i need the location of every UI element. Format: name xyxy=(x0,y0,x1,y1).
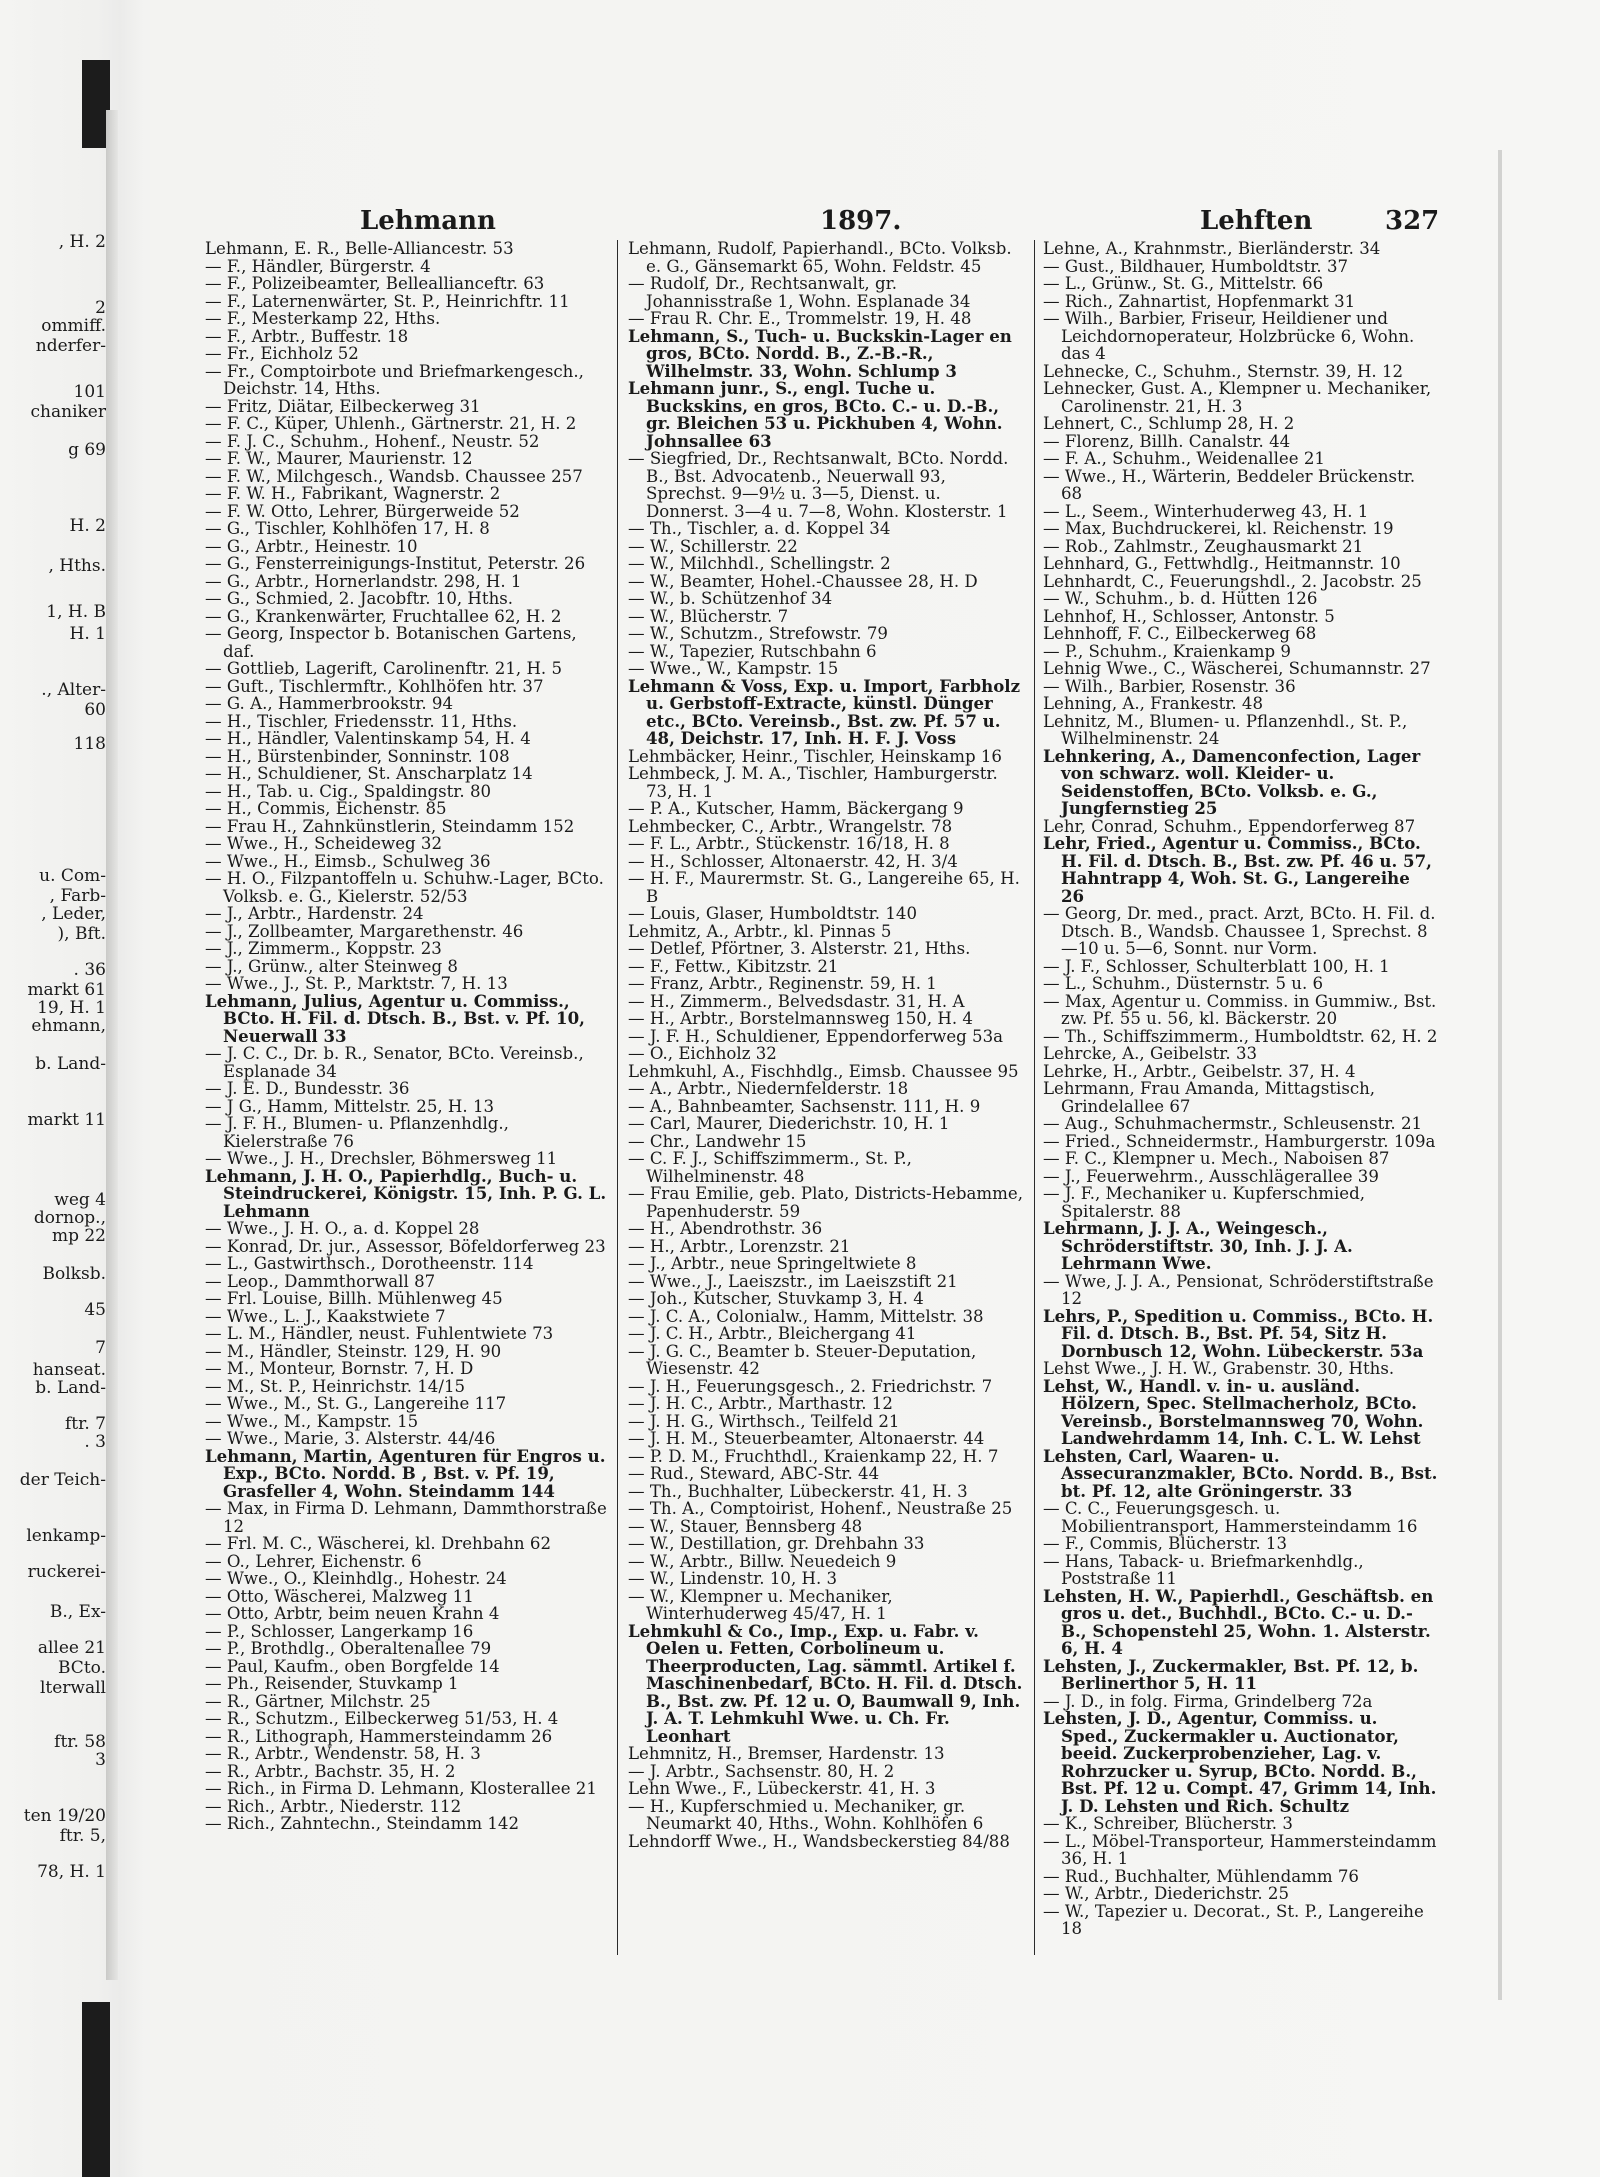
left-page-text: . 3 xyxy=(84,1432,106,1452)
directory-entry: — J. Arbtr., Sachsenstr. 80, H. 2 xyxy=(628,1761,895,1781)
left-page-text: markt 61 xyxy=(27,980,106,1000)
directory-entry: Lehr, Conrad, Schuhm., Eppendorferweg 87 xyxy=(1043,816,1416,836)
directory-entry: — Wwe., J., Laeiszstr., im Laeiszstift 21 xyxy=(628,1271,958,1291)
left-page-text: allee 21 xyxy=(37,1638,106,1658)
left-page-text: ehmann, xyxy=(31,1016,106,1036)
directory-entry: — J., Arbtr., Hardenstr. 24 xyxy=(205,904,424,923)
directory-entry: — J. F., Mechaniker u. Kupferschmied, Spitalerstr. 88 xyxy=(1043,1184,1366,1221)
directory-entry: — J. H. M., Steuerbeamter, Altonaerstr. 44 xyxy=(628,1429,985,1448)
directory-entry: — F., Mesterkamp 22, Hths. xyxy=(205,309,441,328)
directory-entry: — Rudolf, Dr., Rechtsanwalt, gr. Johannisstraße 1, Wohn. Esplanade 34 xyxy=(628,274,971,311)
directory-entry: — Rich., in Firma D. Lehmann, Klosterallee 21 xyxy=(205,1779,597,1798)
directory-entry: Lehnig Wwe., C., Wäscherei, Schumannstr. 27 xyxy=(1043,659,1431,678)
book-gutter xyxy=(106,110,118,1980)
directory-entry: — Guft., Tischlermftr., Kohlhöfen htr. 37 xyxy=(205,676,544,696)
left-page-text: dornop., xyxy=(33,1208,106,1228)
directory-entry: — L., Möbel-Transporteur, Hammersteindamm 36, H. 1 xyxy=(1043,1831,1437,1868)
directory-entry: — Fried., Schneidermstr., Hamburgerstr. 109a xyxy=(1043,1131,1436,1151)
directory-entry: Lehst Wwe., J. H. W., Grabenstr. 30, Hths. xyxy=(1043,1359,1395,1378)
left-page-text: BCto. xyxy=(58,1658,106,1678)
directory-entry: — J., Feuerwehrm., Ausschlägerallee 39 xyxy=(1043,1166,1379,1186)
directory-entry: Lehrcke, A., Geibelstr. 33 xyxy=(1043,1044,1258,1063)
directory-entry: — H., Commis, Eichenstr. 85 xyxy=(205,799,447,818)
left-page-text: ten 19/20 xyxy=(23,1806,106,1826)
directory-entry: — F. J. C., Schuhm., Hohenf., Neustr. 52 xyxy=(205,431,540,451)
directory-entry: — Otto, Wäscherei, Malzweg 11 xyxy=(205,1586,474,1606)
left-page-text: ruckerei- xyxy=(27,1562,106,1582)
directory-entry: — Rich., Zahntechn., Steindamm 142 xyxy=(205,1814,520,1833)
directory-entry: — J., Arbtr., neue Springeltwiete 8 xyxy=(628,1254,917,1273)
directory-entry: — G., Fensterreinigungs-Institut, Peterstr. 26 xyxy=(205,554,586,573)
directory-entry: — Franz, Arbtr., Reginenstr. 59, H. 1 xyxy=(628,974,937,993)
directory-entry: — F., Commis, Blücherstr. 13 xyxy=(1043,1534,1288,1553)
directory-column-3 xyxy=(1043,240,1438,1938)
left-page-text: . 36 xyxy=(73,960,106,980)
left-page-text: 7 xyxy=(95,1338,106,1358)
left-page-text: ommiff. xyxy=(41,316,106,336)
directory-entry: Lehnecker, Gust. A., Klempner u. Mechaniker, Carolinenstr. 21, H. 3 xyxy=(1043,379,1432,416)
directory-entry: Lehmnitz, H., Bremser, Hardenstr. 13 xyxy=(628,1744,945,1763)
directory-entry: — W., Schillerstr. 22 xyxy=(628,536,798,556)
directory-column-1 xyxy=(205,240,607,1833)
left-page-text: 118 xyxy=(73,734,106,754)
directory-entry: — Wwe., L. J., Kaakstwiete 7 xyxy=(205,1306,446,1326)
directory-entry: — H., Tab. u. Cig., Spaldingstr. 80 xyxy=(205,781,492,801)
left-page-text: b. Land- xyxy=(35,1378,106,1398)
left-page-text: ftr. 58 xyxy=(54,1732,106,1752)
directory-entry: — F., Laternenwärter, St. P., Heinrichftr. 11 xyxy=(205,291,570,311)
directory-entry: — J. G. C., Beamter b. Steuer-Deputation, Wiesenstr. 42 xyxy=(628,1341,977,1378)
directory-entry: — Fritz, Diätar, Eilbeckerweg 31 xyxy=(205,396,481,416)
directory-entry: — Max, Buchdruckerei, kl. Reichenstr. 19 xyxy=(1043,519,1394,538)
directory-entry: — Chr., Landwehr 15 xyxy=(628,1131,807,1151)
directory-entry: — W., Schutzm., Strefowstr. 79 xyxy=(628,624,888,643)
directory-entry: — L., Seem., Winterhuderweg 43, H. 1 xyxy=(1043,501,1369,521)
directory-entry: Lehnhardt, C., Feuerungshdl., 2. Jacobstr. 25 xyxy=(1043,571,1422,591)
directory-entry: — J. F. H., Blumen- u. Pflanzenhdlg., Kielerstraße 76 xyxy=(205,1114,509,1151)
directory-entry: — G., Schmied, 2. Jacobftr. 10, Hths. xyxy=(205,589,514,608)
directory-entry: — Wwe., H., Wärterin, Beddeler Brückenstr. 68 xyxy=(1043,466,1416,503)
directory-entry: — M., St. P., Heinrichstr. 14/15 xyxy=(205,1376,466,1396)
directory-entry: — J., Zimmerm., Koppstr. 23 xyxy=(205,939,442,958)
directory-entry-firm: Lehr, Fried., Agentur u. Commiss., BCto. H. Fil. d. Dtsch. B., Bst. zw. Pf. 46 u. 57, Hahntrapp 4, Woh. St. G., Langereihe 26 xyxy=(1043,833,1432,906)
directory-entry-firm: Lehmann, Martin, Agenturen für Engros u. Exp., BCto. Nordd. B , Bst. v. Pf. 19, Grasfeller 4, Wohn. Steindamm 144 xyxy=(205,1445,606,1501)
directory-entry: — Hans, Taback- u. Briefmarkenhdlg., Poststraße 11 xyxy=(1043,1551,1364,1588)
directory-entry: — Paul, Kaufm., oben Borgfelde 14 xyxy=(205,1656,500,1676)
directory-entry: Lehning, A., Frankestr. 48 xyxy=(1043,694,1264,713)
column-rule xyxy=(617,240,618,1955)
directory-entry: Lehmann, Rudolf, Papierhandl., BCto. Volksb. e. G., Gänsemarkt 65, Wohn. Feldstr. 45 xyxy=(628,239,1012,276)
directory-entry: — F. C., Küper, Uhlenh., Gärtnerstr. 21, H. 2 xyxy=(205,414,577,433)
directory-entry: — Konrad, Dr. jur., Assessor, Böfeldorferweg 23 xyxy=(205,1236,606,1256)
directory-entry: — Th. A., Comptoirist, Hohenf., Neustraße 25 xyxy=(628,1499,1013,1518)
directory-entry: — Louis, Glaser, Humboldtstr. 140 xyxy=(628,904,918,923)
directory-entry: — Wwe, J. J. A., Pensionat, Schröderstiftstraße 12 xyxy=(1043,1271,1434,1308)
directory-entry: — F., Arbtr., Buffestr. 18 xyxy=(205,326,409,346)
directory-entry: Lehrmann, Frau Amanda, Mittagstisch, Grindelallee 67 xyxy=(1043,1079,1376,1116)
directory-entry: — P., Schlosser, Langerkamp 16 xyxy=(205,1621,474,1641)
left-page-text: mp 22 xyxy=(51,1226,106,1246)
directory-entry: — Th., Tischler, a. d. Koppel 34 xyxy=(628,519,891,538)
left-page-text: chaniker xyxy=(30,402,106,422)
left-page-text: B., Ex- xyxy=(49,1602,106,1622)
directory-entry: — Wwe., J., St. P., Marktstr. 7, H. 13 xyxy=(205,974,508,993)
directory-entry: — Florenz, Billh. Canalstr. 44 xyxy=(1043,431,1291,451)
directory-entry: — W., Beamter, Hohel.-Chaussee 28, H. D xyxy=(628,571,978,591)
directory-entry: — H., Tischler, Friedensstr. 11, Hths. xyxy=(205,711,518,731)
directory-entry: — Rud., Steward, ABC-Str. 44 xyxy=(628,1464,880,1483)
left-page-text: 60 xyxy=(84,700,106,720)
directory-entry: — Georg, Dr. med., pract. Arzt, BCto. H. Fil. d. Dtsch. B., Wandsb. Chaussee 1, Sprechst. 8—10 u. 5—6, Sonnt. nur Vorm. xyxy=(1043,904,1436,958)
left-page-text: 2 xyxy=(95,298,106,318)
directory-entry: — H., Schuldiener, St. Anscharplatz 14 xyxy=(205,764,533,783)
directory-entry: — O., Lehrer, Eichenstr. 6 xyxy=(205,1551,422,1571)
directory-entry: — C. C., Feuerungsgesch. u. Mobilientransport, Hammersteindamm 16 xyxy=(1043,1499,1418,1536)
directory-entry: Lehmbäcker, Heinr., Tischler, Heinskamp 16 xyxy=(628,746,1002,766)
directory-entry: — Wwe., O., Kleinhdlg., Hohestr. 24 xyxy=(205,1569,507,1588)
directory-entry: — P. D. M., Fruchthdl., Kraienkamp 22, H. 7 xyxy=(628,1446,999,1466)
directory-column-2 xyxy=(628,240,1026,1850)
directory-entry: — Frl. Louise, Billh. Mühlenweg 45 xyxy=(205,1289,503,1308)
directory-entry: Lehndorff Wwe., H., Wandsbeckerstieg 84/88 xyxy=(628,1831,1010,1851)
directory-entry: — Wwe., H., Scheideweg 32 xyxy=(205,834,443,853)
directory-entry: — Fr., Comptoirbote und Briefmarkengesch., Deichstr. 14, Hths. xyxy=(205,361,584,398)
directory-entry: — J. H., Feuerungsgesch., 2. Friedrichstr. 7 xyxy=(628,1376,993,1396)
directory-entry-firm: Lehst, W., Handl. v. in- u. ausländ. Hölzern, Spec. Stellmacherholz, BCto. Vereinsb., Borstelmannsweg 70, Wohn. Landwehrdamm 14, Inh. C. L. W. Lehst xyxy=(1043,1375,1424,1448)
directory-entry: — F. W. Otto, Lehrer, Bürgerweide 52 xyxy=(205,501,520,521)
directory-entry: — Aug., Schuhmachermstr., Schleusenstr. 21 xyxy=(1043,1114,1423,1133)
directory-entry: — Fr., Eichholz 52 xyxy=(205,344,359,363)
directory-entry-firm: Lehmkuhl & Co., Imp., Exp. u. Fabr. v. Oelen u. Fetten, Corbolineum u. Theerproducten, Lag. sämmtl. Artikel f. Maschinenbedarf, BCto. H. Fil. d. Dtsch. B., Bst. zw. Pf. 12 u. O, Baumwall 9, Inh. J. A. T. Lehmkuhl Wwe. u. Ch. Fr. Leonhart xyxy=(628,1620,1023,1746)
directory-entry: — G., Arbtr., Hornerlandstr. 298, H. 1 xyxy=(205,571,522,591)
directory-entry: — F., Fettw., Kibitzstr. 21 xyxy=(628,956,839,976)
left-page-text: lenkamp- xyxy=(26,1526,106,1546)
directory-entry: — H., Bürstenbinder, Sonninstr. 108 xyxy=(205,746,510,766)
directory-entry: — J. C. C., Dr. b. R., Senator, BCto. Vereinsb., Esplanade 34 xyxy=(205,1044,584,1081)
directory-entry: — H., Händler, Valentinskamp 54, H. 4 xyxy=(205,729,531,748)
directory-entry: — Leop., Dammthorwall 87 xyxy=(205,1271,436,1291)
directory-entry: — F. L., Arbtr., Stückenstr. 16/18, H. 8 xyxy=(628,834,950,853)
left-page-text: ftr. 7 xyxy=(64,1414,106,1434)
directory-entry: — Th., Buchhalter, Lübeckerstr. 41, H. 3 xyxy=(628,1481,968,1501)
directory-entry: — Wwe., M., Kampstr. 15 xyxy=(205,1411,419,1431)
directory-entry: — Th., Schiffszimmerm., Humboldtstr. 62, H. 2 xyxy=(1043,1026,1438,1046)
directory-entry-firm: Lehmann & Voss, Exp. u. Import, Farbholz u. Gerbstoff-Extracte, künstl. Dünger etc., BCto. Vereinsb., Bst. zw. Pf. 57 u. 48, Deichstr. 17, Inh. H. F. J. Voss xyxy=(628,675,1021,748)
directory-entry: — R., Gärtner, Milchstr. 25 xyxy=(205,1691,431,1711)
directory-entry: Lehrke, H., Arbtr., Geibelstr. 37, H. 4 xyxy=(1043,1061,1356,1081)
directory-entry: — W., Destillation, gr. Drehbahn 33 xyxy=(628,1534,925,1553)
directory-entry: — Rich., Zahnartist, Hopfenmarkt 31 xyxy=(1043,291,1356,311)
binding-clip-bottom xyxy=(82,2002,110,2177)
left-page-fragment xyxy=(0,150,106,1910)
directory-entry: — Wwe., J. H. O., a. d. Koppel 28 xyxy=(205,1219,480,1238)
directory-entry: — W., Klempner u. Mechaniker, Winterhuderweg 45/47, H. 1 xyxy=(628,1586,893,1623)
directory-entry: — W., Tapezier, Rutschbahn 6 xyxy=(628,641,877,661)
directory-entry: — J., Grünw., alter Steinweg 8 xyxy=(205,956,458,976)
directory-entry: — H., Zimmerm., Belvedsdastr. 31, H. A xyxy=(628,991,965,1011)
directory-entry: — J. F. H., Schuldiener, Eppendorferweg 53a xyxy=(628,1026,1004,1046)
directory-entry: — J. F., Schlosser, Schulterblatt 100, H. 1 xyxy=(1043,956,1390,976)
directory-entry: Lehn Wwe., F., Lübeckerstr. 41, H. 3 xyxy=(628,1779,936,1798)
directory-entry: Lehnhoff, F. C., Eilbeckerweg 68 xyxy=(1043,624,1317,643)
directory-entry: Lehnert, C., Schlump 28, H. 2 xyxy=(1043,414,1295,433)
directory-entry: — Rich., Arbtr., Niederstr. 112 xyxy=(205,1796,462,1816)
directory-entry-firm: Lehsten, H. W., Papierhdl., Geschäftsb. en gros u. det., Buchhdl., BCto. C.- u. D.-B., Schopenstehl 25, Wohn. 1. Alsterstr. 6, H. 4 xyxy=(1043,1585,1434,1658)
left-page-text: , H. 2 xyxy=(58,232,106,252)
left-page-text: 45 xyxy=(84,1300,106,1320)
directory-entry: — Gottlieb, Lagerift, Carolinenftr. 21, H. 5 xyxy=(205,659,563,678)
directory-entry: — J. H. C., Arbtr., Marthastr. 12 xyxy=(628,1394,893,1413)
directory-entry: — H., Kupferschmied u. Mechaniker, gr. Neumarkt 40, Hths., Wohn. Kohlhöfen 6 xyxy=(628,1796,984,1833)
directory-entry: — F. W., Maurer, Maurienstr. 12 xyxy=(205,449,473,468)
left-page-text: ), Bft. xyxy=(57,924,106,944)
directory-entry: — M., Monteur, Bornstr. 7, H. D xyxy=(205,1359,474,1378)
directory-entry: — Max, in Firma D. Lehmann, Dammthorstraße 12 xyxy=(205,1499,607,1536)
directory-entry: — Georg, Inspector b. Botanischen Gartens, daf. xyxy=(205,624,577,661)
directory-entry: — J. D., in folg. Firma, Grindelberg 72a xyxy=(1043,1691,1373,1711)
directory-entry: — R., Arbtr., Wendenstr. 58, H. 3 xyxy=(205,1744,481,1763)
directory-entry: — J G., Hamm, Mittelstr. 25, H. 13 xyxy=(205,1096,495,1116)
directory-entry: — A., Arbtr., Niedernfelderstr. 18 xyxy=(628,1079,909,1098)
directory-entry: Lehnitz, M., Blumen- u. Pflanzenhdl., St. P., Wilhelminenstr. 24 xyxy=(1043,711,1408,748)
left-page-text: , Farb- xyxy=(49,886,106,906)
directory-entry: — W., Arbtr., Diederichstr. 25 xyxy=(1043,1884,1290,1903)
left-page-text: 19, H. 1 xyxy=(37,998,106,1018)
directory-entry: — Rud., Buchhalter, Mühlendamm 76 xyxy=(1043,1866,1359,1886)
left-page-text: , Hths. xyxy=(48,556,106,576)
directory-entry: — F., Polizeibeamter, Belleallianceftr. 63 xyxy=(205,274,545,293)
directory-entry: Lehne, A., Krahnmstr., Bierländerstr. 34 xyxy=(1043,239,1381,258)
left-page-text: 101 xyxy=(73,382,106,402)
directory-entry: — L. M., Händler, neust. Fuhlentwiete 73 xyxy=(205,1324,554,1343)
directory-entry: — M., Händler, Steinstr. 129, H. 90 xyxy=(205,1341,502,1361)
directory-entry: Lehmann, E. R., Belle-Alliancestr. 53 xyxy=(205,239,514,258)
directory-entry: Lehnhof, H., Schlosser, Antonstr. 5 xyxy=(1043,606,1335,626)
directory-entry: — F., Händler, Bürgerstr. 4 xyxy=(205,256,431,276)
directory-entry: — Otto, Arbtr, beim neuen Krahn 4 xyxy=(205,1604,500,1623)
left-page-text: ftr. 5, xyxy=(59,1826,106,1846)
directory-entry: — F. W. H., Fabrikant, Wagnerstr. 2 xyxy=(205,484,501,503)
page-number: 327 xyxy=(1385,206,1440,236)
directory-entry: — P., Schuhm., Kraienkamp 9 xyxy=(1043,641,1291,661)
left-page-text: lterwall xyxy=(39,1678,106,1698)
directory-entry-firm: Lehmann junr., S., engl. Tuche u. Buckskins, en gros, BCto. C.- u. D.-B., gr. Bleichen 53 u. Pickhuben 4, Wohn. Johnsallee 63 xyxy=(628,378,1003,451)
directory-entry: — W., Blücherstr. 7 xyxy=(628,606,789,626)
left-page-text: u. Com- xyxy=(39,866,106,886)
directory-entry: — Frau Emilie, geb. Plato, Districts-Hebamme, Papenhuderstr. 59 xyxy=(628,1184,1023,1221)
directory-entry: — W., Arbtr., Billw. Neuedeich 9 xyxy=(628,1551,897,1571)
left-page-text: der Teich- xyxy=(19,1470,106,1490)
directory-entry: — J., Zollbeamter, Margarethenstr. 46 xyxy=(205,921,524,941)
directory-entry: — W., Lindenstr. 10, H. 3 xyxy=(628,1569,838,1588)
directory-entry-firm: Lehsten, J. D., Agentur, Commiss. u. Sped., Zuckermakler u. Auctionator, beeid. Zuckerprobenzieher, Lag. v. Rohrzucker u. Syrup, BCto. Nordd. B., Bst. Pf. 12 u. Compt. 47, Grimm 14, Inh. J. D. Lehsten und Rich. Schultz xyxy=(1043,1708,1437,1816)
left-page-text: g 69 xyxy=(68,440,106,460)
directory-entry: — L., Grünw., St. G., Mittelstr. 66 xyxy=(1043,274,1324,293)
directory-entry-firm: Lehnkering, A., Damenconfection, Lager von schwarz. woll. Kleider- u. Seidenstoffen, BCto. Volksb. e. G., Jungfernstieg 25 xyxy=(1043,745,1421,818)
directory-entry: — Detlef, Pförtner, 3. Alsterstr. 21, Hths. xyxy=(628,939,971,958)
directory-entry: — W., Schuhm., b. d. Hütten 126 xyxy=(1043,589,1318,608)
directory-entry: — R., Lithograph, Hammersteindamm 26 xyxy=(205,1726,553,1746)
directory-entry: — G. A., Hammerbrookstr. 94 xyxy=(205,694,454,713)
running-head-right: Lehften xyxy=(1200,206,1313,236)
directory-entry: — H., Arbtr., Lorenzstr. 21 xyxy=(628,1236,851,1256)
year-heading: 1897. xyxy=(820,206,902,236)
directory-entry: — Joh., Kutscher, Stuvkamp 3, H. 4 xyxy=(628,1289,924,1308)
left-page-text: 78, H. 1 xyxy=(37,1862,106,1882)
directory-entry: — F. W., Milchgesch., Wandsb. Chaussee 257 xyxy=(205,466,583,486)
directory-entry: — R., Schutzm., Eilbeckerweg 51/53, H. 4 xyxy=(205,1709,559,1728)
left-page-text: H. 2 xyxy=(69,516,106,536)
directory-entry: — Frl. M. C., Wäscherei, kl. Drehbahn 62 xyxy=(205,1534,552,1553)
directory-entry: — G., Krankenwärter, Fruchtallee 62, H. 2 xyxy=(205,606,562,626)
directory-entry: — J. H. G., Wirthsch., Teilfeld 21 xyxy=(628,1411,900,1431)
directory-entry-firm: Lehsten, Carl, Waaren- u. Assecuranzmakler, BCto. Nordd. B., Bst. bt. Pf. 12, alte Gröningerstr. 33 xyxy=(1043,1445,1438,1501)
directory-entry: — Carl, Maurer, Diederichstr. 10, H. 1 xyxy=(628,1114,950,1133)
directory-entry: — P., Brothdlg., Oberaltenallee 79 xyxy=(205,1639,492,1658)
directory-entry: — L., Gastwirthsch., Dorotheenstr. 114 xyxy=(205,1254,534,1273)
directory-entry: — Wwe., J. H., Drechsler, Böhmersweg 11 xyxy=(205,1149,558,1168)
directory-entry: — Wilh., Barbier, Friseur, Heildiener und Leichdornoperateur, Holzbrücke 6, Wohn. das 4 xyxy=(1043,309,1415,363)
directory-entry: — Max, Agentur u. Commiss. in Gummiw., Bst. zw. Pf. 55 u. 56, kl. Bäckerstr. 20 xyxy=(1043,991,1437,1028)
directory-entry: — W., Tapezier u. Decorat., St. P., Langereihe 18 xyxy=(1043,1901,1424,1938)
directory-entry: Lehnecke, C., Schuhm., Sternstr. 39, H. 12 xyxy=(1043,361,1404,381)
page-edge xyxy=(1498,150,1502,2000)
directory-entry: — G., Arbtr., Heinestr. 10 xyxy=(205,536,418,556)
left-page-text: weg 4 xyxy=(54,1190,106,1210)
directory-entry: — H. O., Filzpantoffeln u. Schuhw.-Lager, BCto. Volksb. e. G., Kielerstr. 52/53 xyxy=(205,869,604,906)
directory-entry: Lehmkuhl, A., Fischhdlg., Eimsb. Chaussee 95 xyxy=(628,1061,1019,1081)
directory-entry-firm: Lehmann, Julius, Agentur u. Commiss., BCto. H. Fil. d. Dtsch. B., Bst. v. Pf. 10, Neuerwall 33 xyxy=(205,990,585,1046)
directory-entry: — W., Milchhdl., Schellingstr. 2 xyxy=(628,554,891,573)
left-page-text: 1, H. B xyxy=(46,602,106,622)
left-page-text: Bolksb. xyxy=(42,1264,106,1284)
directory-entry: — Wwe., W., Kampstr. 15 xyxy=(628,659,839,678)
directory-entry: — L., Schuhm., Düsternstr. 5 u. 6 xyxy=(1043,974,1324,993)
left-page-text: , Leder, xyxy=(41,904,106,924)
left-page-text: hanseat. xyxy=(32,1360,106,1380)
directory-entry-firm: Lehmann, J. H. O., Papierhdlg., Buch- u. Steindruckerei, Königstr. 15, Inh. P. G. L. Lehmann xyxy=(205,1165,607,1221)
directory-entry: — R., Arbtr., Bachstr. 35, H. 2 xyxy=(205,1761,456,1781)
directory-entry: — H., Abendrothstr. 36 xyxy=(628,1219,823,1238)
directory-entry: — J. C. A., Colonialw., Hamm, Mittelstr. 38 xyxy=(628,1306,984,1326)
left-page-text: nderfer- xyxy=(35,336,106,356)
directory-entry: — Wilh., Barbier, Rosenstr. 36 xyxy=(1043,676,1296,696)
left-page-text: 3 xyxy=(95,1750,106,1770)
page-header xyxy=(200,206,1440,242)
directory-entry: — Wwe., M., St. G., Langereihe 117 xyxy=(205,1394,507,1413)
directory-entry: — Wwe., H., Eimsb., Schulweg 36 xyxy=(205,851,491,871)
left-page-text: b. Land- xyxy=(35,1054,106,1074)
directory-entry: — G., Tischler, Kohlhöfen 17, H. 8 xyxy=(205,519,490,538)
directory-entry: — H. F., Maurermstr. St. G., Langereihe 65, H. B xyxy=(628,869,1020,906)
directory-entry: Lehmbeck, J. M. A., Tischler, Hamburgerstr. 73, H. 1 xyxy=(628,764,998,801)
directory-entry: — Gust., Bildhauer, Humboldtstr. 37 xyxy=(1043,256,1349,276)
running-head-left: Lehmann xyxy=(360,206,496,236)
column-rule xyxy=(1034,240,1035,1955)
directory-entry: — Ph., Reisender, Stuvkamp 1 xyxy=(205,1674,459,1693)
directory-entry: — Frau H., Zahnkünstlerin, Steindamm 152 xyxy=(205,816,575,836)
directory-entry: — Frau R. Chr. E., Trommelstr. 19, H. 48 xyxy=(628,309,972,328)
directory-entry: — P. A., Kutscher, Hamm, Bäckergang 9 xyxy=(628,799,964,818)
directory-entry: — K., Schreiber, Blücherstr. 3 xyxy=(1043,1814,1293,1833)
directory-entry-firm: Lehrs, P., Spedition u. Commiss., BCto. H. Fil. d. Dtsch. B., Bst. Pf. 54, Sitz H. Dornbusch 12, Wohn. Lübeckerstr. 53a xyxy=(1043,1305,1434,1361)
directory-entry: Lehmitz, A., Arbtr., kl. Pinnas 5 xyxy=(628,921,892,941)
left-page-text: markt 11 xyxy=(27,1110,106,1130)
directory-entry-firm: Lehsten, J., Zuckermakler, Bst. Pf. 12, b. Berlinerthor 5, H. 11 xyxy=(1043,1655,1419,1693)
directory-entry: — Siegfried, Dr., Rechtsanwalt, BCto. Nordd. B., Bst. Advocatenb., Neuerwall 93, Sprechst. 9—9½ u. 3—5, Dienst. u. Donnerst. 3—4 u. 7—8, Wohn. Klosterstr. 1 xyxy=(628,449,1009,521)
directory-entry: — F. C., Klempner u. Mech., Naboisen 87 xyxy=(1043,1149,1390,1168)
directory-entry: — F. A., Schuhm., Weidenallee 21 xyxy=(1043,449,1325,468)
directory-entry: Lehnhard, G., Fettwhdlg., Heitmannstr. 10 xyxy=(1043,554,1401,573)
directory-entry: — W., Stauer, Bennsberg 48 xyxy=(628,1516,863,1536)
directory-entry: — W., b. Schützenhof 34 xyxy=(628,589,833,608)
directory-entry: — J. C. H., Arbtr., Bleichergang 41 xyxy=(628,1324,917,1343)
left-page-text: ., Alter- xyxy=(41,680,106,700)
directory-entry: — J. E. D., Bundesstr. 36 xyxy=(205,1079,410,1098)
left-page-text: H. 1 xyxy=(69,624,106,644)
directory-entry: — C. F. J., Schiffszimmerm., St. P., Wilhelminenstr. 48 xyxy=(628,1149,912,1186)
directory-entry-firm: Lehrmann, J. J. A., Weingesch., Schröderstiftstr. 30, Inh. J. J. A. Lehrmann Wwe. xyxy=(1043,1218,1353,1273)
directory-entry: — O., Eichholz 32 xyxy=(628,1044,777,1063)
directory-entry: — Wwe., Marie, 3. Alsterstr. 44/46 xyxy=(205,1429,496,1448)
directory-entry: — A., Bahnbeamter, Sachsenstr. 111, H. 9 xyxy=(628,1096,981,1116)
directory-entry: — H., Schlosser, Altonaerstr. 42, H. 3/4 xyxy=(628,851,958,871)
directory-entry: — Rob., Zahlmstr., Zeughausmarkt 21 xyxy=(1043,536,1364,556)
directory-entry: Lehmbecker, C., Arbtr., Wrangelstr. 78 xyxy=(628,816,953,836)
directory-entry-firm: Lehmann, S., Tuch- u. Buckskin-Lager en gros, BCto. Nordd. B., Z.-B.-R., Wilhelmstr. 33, Wohn. Schlump 3 xyxy=(628,325,1012,381)
directory-entry: — H., Arbtr., Borstelmannsweg 150, H. 4 xyxy=(628,1009,973,1028)
